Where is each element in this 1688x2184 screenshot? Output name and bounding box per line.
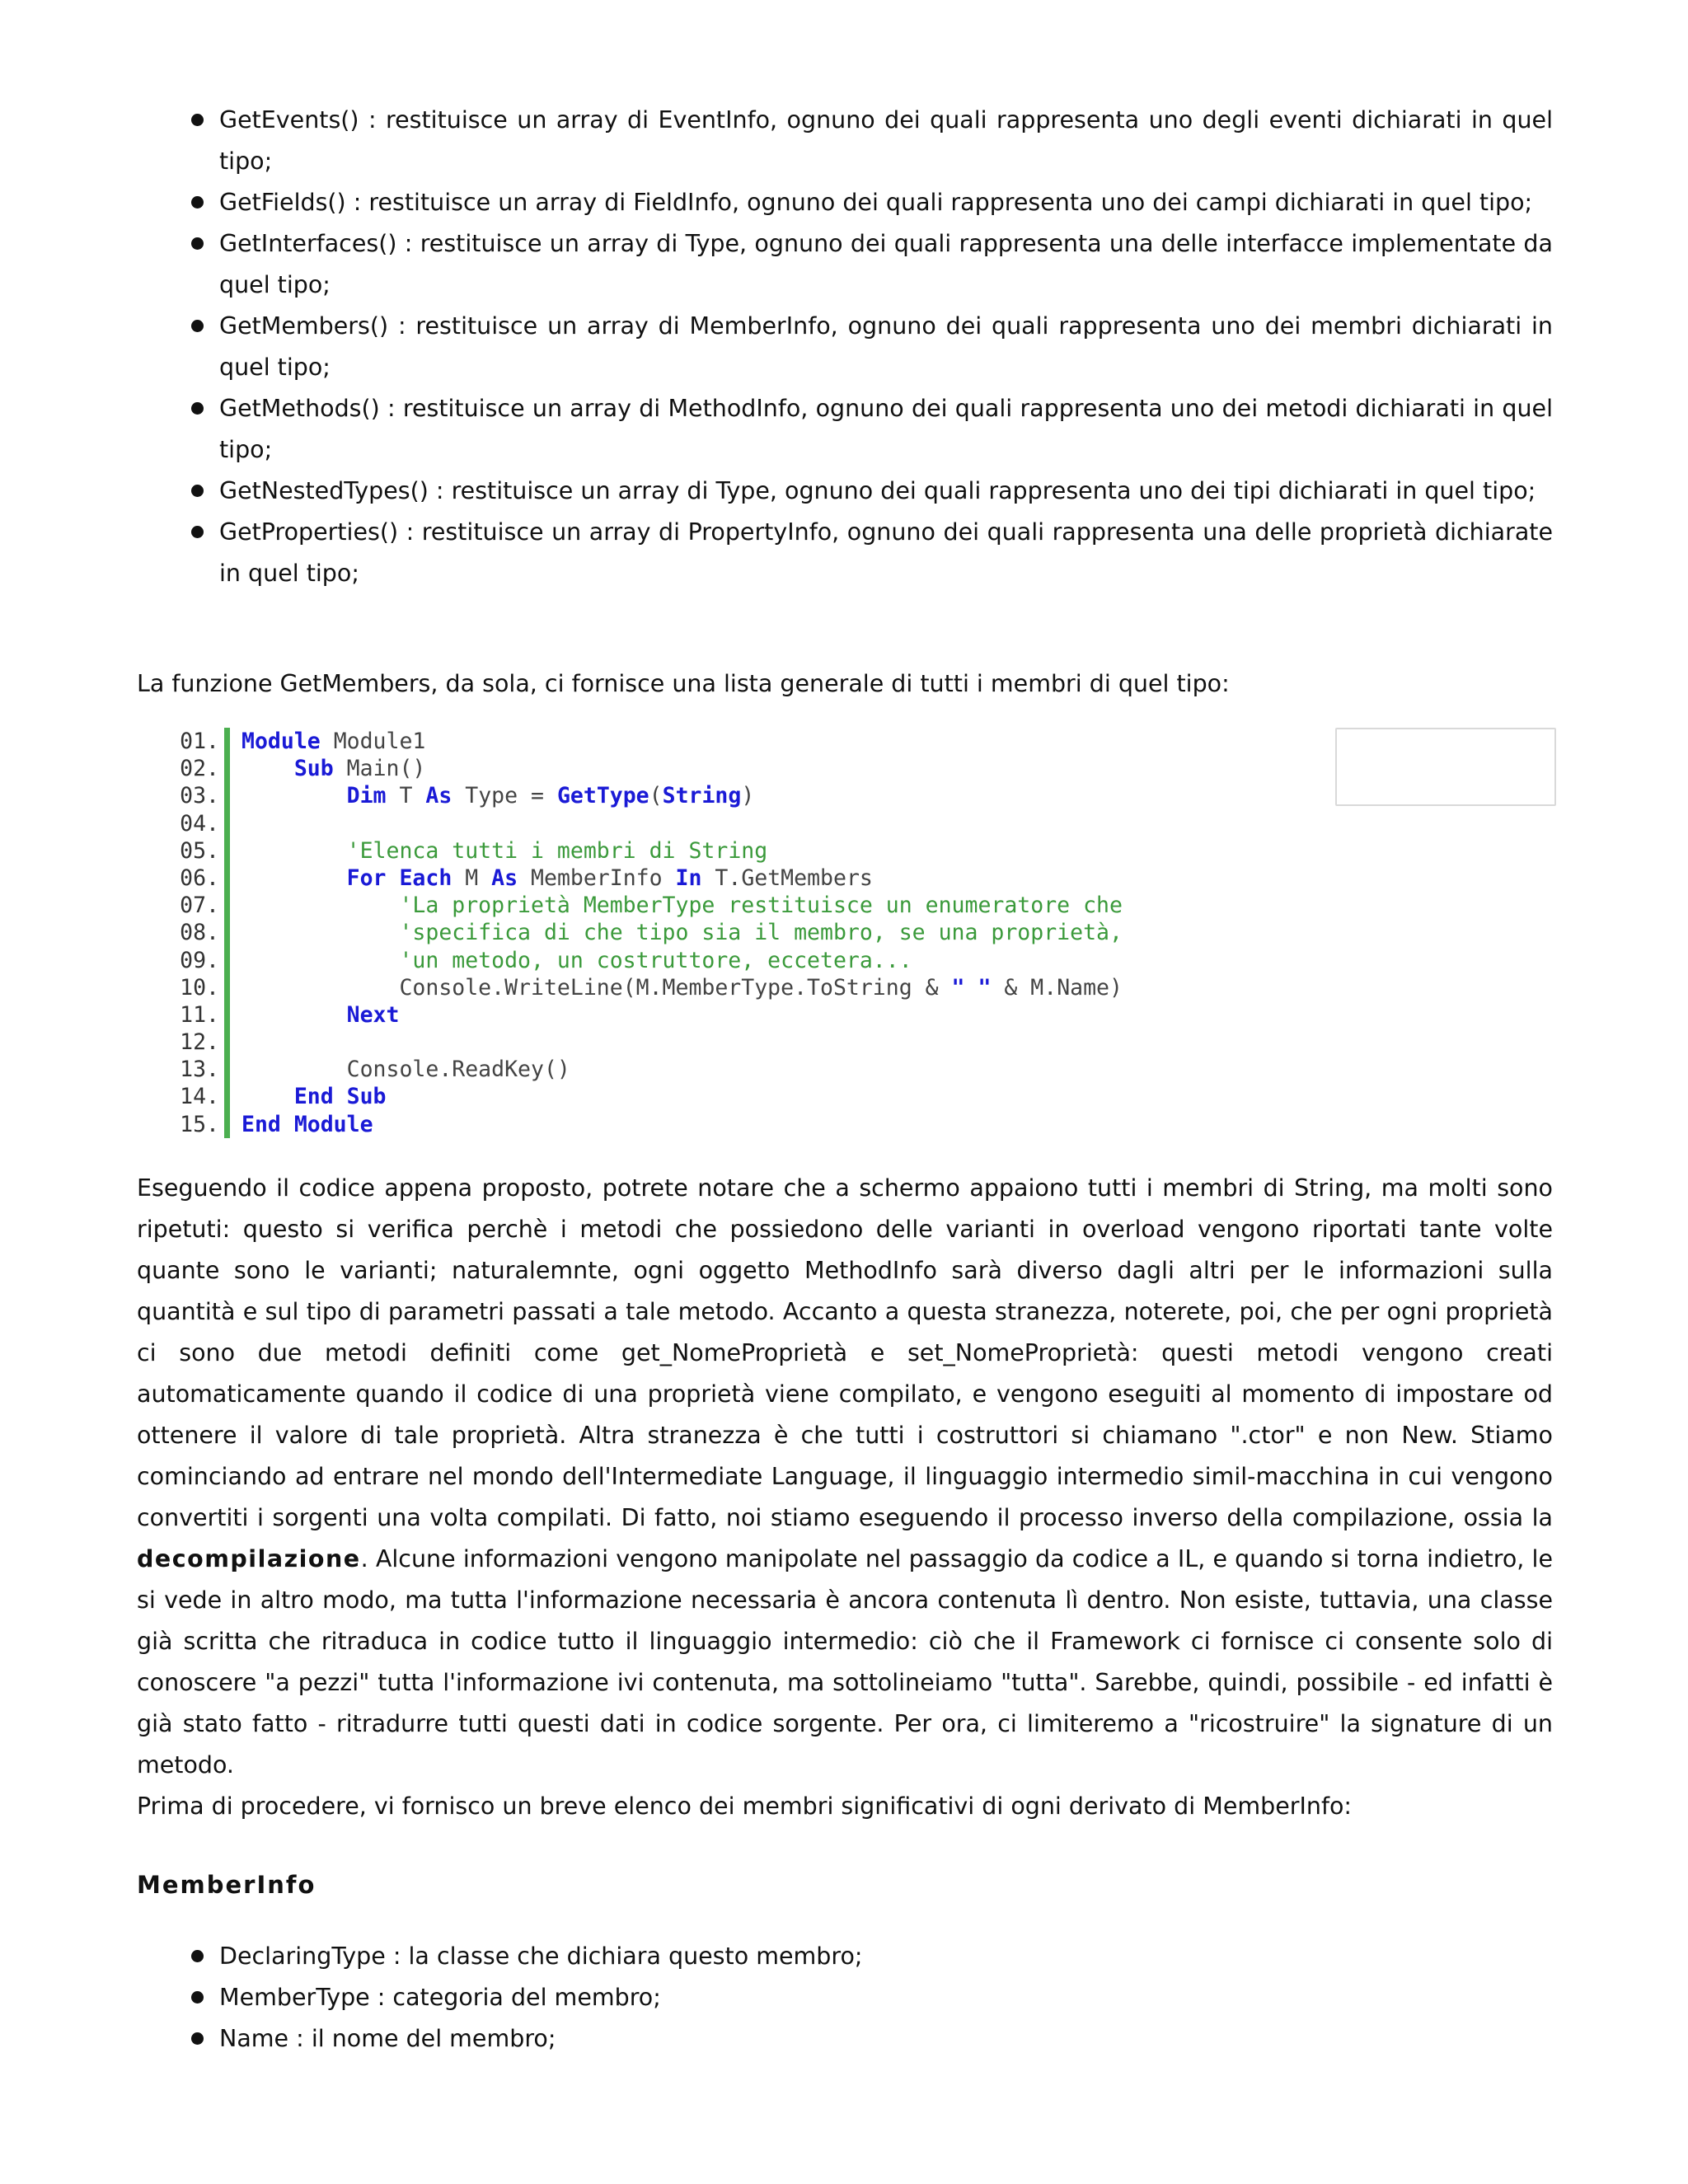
line-number: 08. (180, 920, 219, 946)
list-item: GetInterfaces() : restituisce un array di Type, ognuno dei quali rappresenta una delle interfacce implementate da quel tipo; (137, 223, 1553, 306)
line-number: 02. (180, 756, 219, 782)
main-paragraph: Eseguendo il codice appena proposto, potrete notare che a schermo appaiono tutti i membri di String, ma molti sono ripetuti: questo si verifica perchè i metodi che possiedono delle varianti in overload vengono riportati tante volte quante sono le varianti; naturalemnte, ogni oggetto MethodInfo sarà diverso dagli altri per le informazioni sulla quantità e sul tipo di parametri passati a tale metodo. Accanto a questa stranezza, noterete, poi, che per ogni proprietà ci sono due metodi definiti come get_NomeProprietà e set_NomeProprietà: questi metodi vengono creati automaticamente quando il codice di una proprietà viene compilato, e vengono eseguiti al momento di impostare od ottenere il valore di tale proprietà. Altra stranezza è che tutti i costruttori si chiamano ".ctor" e non New. Stiamo cominciando ad entrare nel mondo dell'Intermediate Language, il linguaggio intermedio simil-macchina in cui vengono convertiti i sorgenti una volta compilati. Di fatto, noi stiamo eseguendo il processo inverso della compilazione, ossia la decompilazione. Alcune informazioni vengono manipolate nel passaggio da codice a IL, e quando si torna indietro, le si vede in altro modo, ma tutta l'informazione necessaria è ancora contenuta lì dentro. Non esiste, tuttavia, una classe già scritta che ritraduca in codice tutto il linguaggio intermedio: ciò che il Framework ci fornisce ci consente solo di conoscere "a pezzi" tutta l'informazione ivi contenuta, ma sottolineiamo "tutta". Sarebbe, quindi, possibile - ed infatti è già stato fatto - ritradurre tutti questi dati in codice sorgente. Per ora, ci limiteremo a "ricostruire" la signature di un metodo. (137, 1174, 1553, 1779)
bullet-icon (191, 1991, 204, 2004)
bullet-icon (191, 1950, 204, 1962)
list-item: Name : il nome del membro; (137, 2018, 1553, 2060)
code-line: 14. End Sub (165, 1083, 1123, 1110)
code-line (165, 1029, 1123, 1056)
code-block (165, 728, 1123, 1138)
code-line (165, 810, 1123, 837)
line-number: 04. (180, 810, 219, 837)
line-number: 11. (180, 1001, 219, 1028)
line-number: 01. (180, 729, 219, 754)
bullet-icon (191, 526, 204, 538)
line-number: 12. (180, 1029, 219, 1056)
list-item: GetFields() : restituisce un array di FieldInfo, ognuno dei quali rappresenta uno dei campi dichiarati in quel tipo; (137, 182, 1553, 223)
code-line: 07. 'La proprietà MemberType restituisce un enumeratore che (165, 892, 1123, 919)
bullet-icon (191, 485, 204, 497)
list-item: DeclaringType : la classe che dichiara questo membro; (137, 1936, 1553, 1977)
list-item: GetProperties() : restituisce un array di PropertyInfo, ognuno dei quali rappresenta una delle proprietà dichiarate in quel tipo; (137, 512, 1553, 594)
code-line: 02. Sub Main() (165, 755, 1123, 782)
line-number: 03. (180, 783, 219, 809)
code-line: 15. End Module (165, 1111, 1123, 1138)
intro-paragraph-container (137, 663, 1553, 705)
bullet-icon (191, 237, 204, 250)
bullet-icon (191, 320, 204, 332)
code-line: 08. 'specifica di che tipo sia il membro, se una proprietà, (165, 919, 1123, 946)
bold-term: decompilazione (137, 1545, 361, 1572)
list-item: GetNestedTypes() : restituisce un array di Type, ognuno dei quali rappresenta uno dei tipi dichiarati in quel tipo; (137, 471, 1553, 512)
code-toolbar-box (1335, 728, 1556, 806)
code-line: 11. Next (165, 1001, 1123, 1029)
line-number: 10. (180, 974, 219, 1001)
code-line: 01. Module Module1 (165, 728, 1123, 755)
code-line: 10. Console.WriteLine(M.MemberType.ToString & " " & M.Name) (165, 974, 1123, 1001)
next-paragraph: Prima di procedere, vi fornisco un breve elenco dei membri significativi di ogni derivato di MemberInfo: (137, 1793, 1353, 1820)
line-number: 14. (180, 1084, 219, 1110)
memberinfo-list (137, 1936, 1553, 2060)
line-number: 13. (180, 1057, 219, 1083)
bullet-icon (191, 2032, 204, 2045)
line-number: 15. (180, 1111, 219, 1137)
line-number: 05. (180, 837, 219, 864)
bullet-icon (191, 114, 204, 126)
method-list (137, 100, 1553, 594)
bottom-bullet-list-container (137, 1936, 1553, 2060)
code-line: 09. 'un metodo, un costruttore, eccetera... (165, 947, 1123, 974)
intro-paragraph: La funzione GetMembers, da sola, ci fornisce una lista generale di tutti i membri di quel tipo: (137, 670, 1230, 697)
code-line: 13. Console.ReadKey() (165, 1056, 1123, 1083)
list-item: GetMembers() : restituisce un array di MemberInfo, ognuno dei quali rappresenta uno dei membri dichiarati in quel tipo; (137, 306, 1553, 388)
list-item: GetEvents() : restituisce un array di EventInfo, ognuno dei quali rappresenta uno degli eventi dichiarati in quel tipo; (137, 100, 1553, 182)
main-paragraph-container (137, 1168, 1553, 1827)
code-line: 06. For Each M As MemberInfo In T.GetMembers (165, 865, 1123, 892)
section-heading: MemberInfo (137, 1871, 316, 1899)
bullet-icon (191, 196, 204, 209)
top-bullet-list-container (137, 100, 1553, 594)
line-number: 06. (180, 865, 219, 891)
list-item: GetMethods() : restituisce un array di MethodInfo, ognuno dei quali rappresenta uno dei metodi dichiarati in quel tipo; (137, 388, 1553, 471)
line-number: 09. (180, 947, 219, 973)
line-number: 07. (180, 893, 219, 919)
list-item: MemberType : categoria del membro; (137, 1977, 1553, 2018)
code-line: 03. Dim T As Type = GetType(String) (165, 782, 1123, 809)
bullet-icon (191, 402, 204, 415)
code-line: 05. 'Elenca tutti i membri di String (165, 837, 1123, 865)
